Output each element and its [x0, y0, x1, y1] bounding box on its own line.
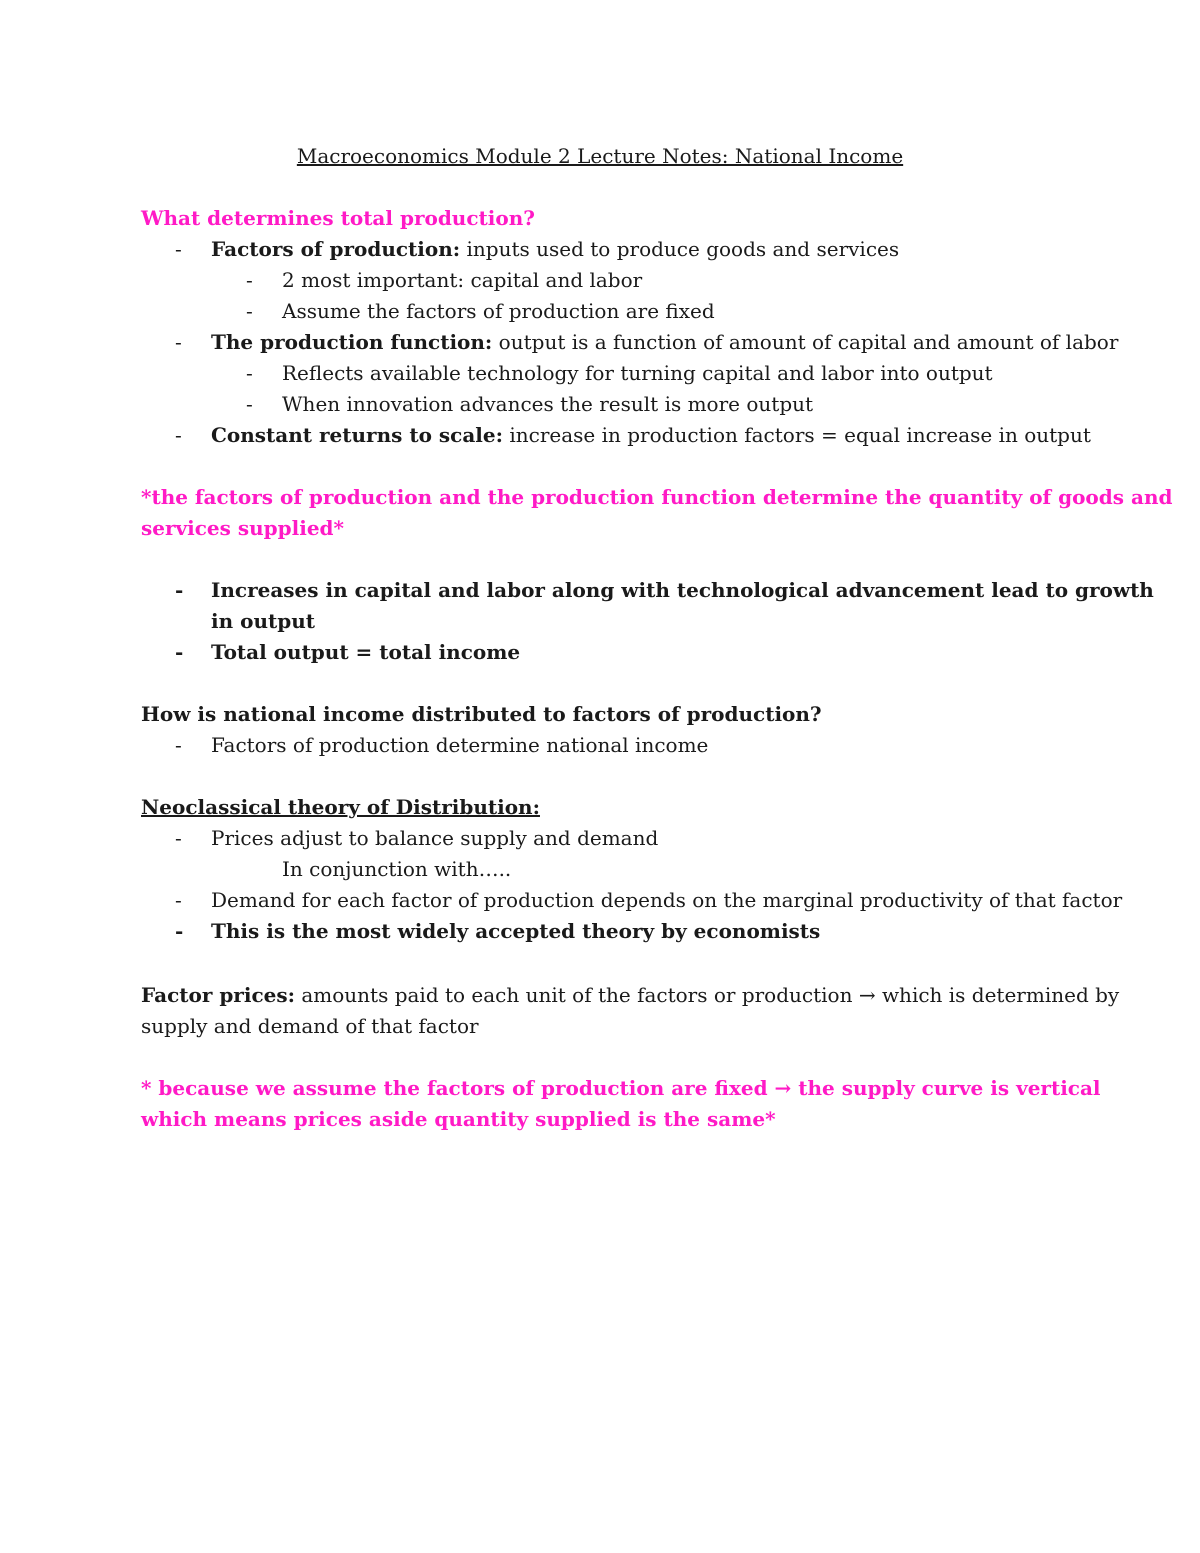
- heading-national-income: How is national income distributed to factors of production?: [141, 702, 822, 726]
- sub-bullet: [141, 358, 993, 389]
- note-line: which means prices aside quantity supplied is the same*: [141, 1107, 776, 1131]
- bullet-dash: -: [175, 640, 184, 664]
- factor-prices-continuation: supply and demand of that factor: [141, 1014, 479, 1038]
- definition: output is a function of amount of capital and amount of labor: [492, 330, 1119, 354]
- bullet-dash: -: [246, 299, 253, 323]
- bullet-dash: -: [175, 733, 182, 757]
- bullet-text: Prices adjust to balance supply and demand: [211, 826, 659, 850]
- sub-bullet: [141, 265, 642, 296]
- page-title: Macroeconomics Module 2 Lecture Notes: National Income: [296, 144, 904, 168]
- bullet-dash: -: [246, 361, 253, 385]
- factor-prices-definition: [141, 980, 1119, 1011]
- bullet-growth: [141, 575, 1154, 606]
- term: Factor prices:: [141, 983, 295, 1007]
- bullet-text: in output: [211, 609, 315, 633]
- sub-bullet: [141, 296, 715, 327]
- bullet-dash: -: [175, 578, 184, 602]
- sub-bullet-text: When innovation advances the result is more output: [282, 392, 814, 416]
- bullet-production-function: [141, 327, 1118, 358]
- bullet: [141, 916, 820, 947]
- bullet-text: In conjunction with…..: [282, 857, 512, 881]
- bullet-text: Demand for each factor of production depends on the marginal productivity of that factor: [211, 888, 1123, 912]
- bullet-dash: -: [175, 826, 182, 850]
- term: Factors of production:: [211, 237, 461, 261]
- bullet-total-output: [141, 637, 520, 668]
- bullet-dash: -: [175, 919, 184, 943]
- bullet-dash: -: [246, 268, 253, 292]
- bullet-dash: -: [175, 330, 182, 354]
- bullet-dash: -: [175, 888, 182, 912]
- term: Constant returns to scale:: [211, 423, 503, 447]
- note-line: services supplied*: [141, 516, 344, 540]
- bullet: [141, 885, 1122, 916]
- bullet: [141, 730, 708, 761]
- heading-neoclassical-theory: Neoclassical theory of Distribution:: [141, 795, 540, 819]
- bullet-factors-of-production: [141, 234, 899, 265]
- term: The production function:: [211, 330, 493, 354]
- bullet-continuation: [141, 854, 511, 885]
- note-line: *the factors of production and the production function determine the quantity of goods and: [141, 485, 1173, 509]
- note-line: * because we assume the factors of production are fixed → the supply curve is vertical: [141, 1076, 1101, 1100]
- bullet-text: Increases in capital and labor along with technological advancement lead to growth: [211, 578, 1154, 602]
- bullet-text: Total output = total income: [211, 640, 521, 664]
- sub-bullet-text: Reflects available technology for turning capital and labor into output: [282, 361, 993, 385]
- bullet-continuation: [141, 606, 315, 637]
- bullet-dash: -: [175, 423, 182, 447]
- bullet-dash: -: [246, 392, 253, 416]
- sub-bullet-text: 2 most important: capital and labor: [282, 268, 643, 292]
- definition: amounts paid to each unit of the factors or production → which is determined by: [294, 983, 1120, 1007]
- definition: inputs used to produce goods and services: [460, 237, 900, 261]
- heading-total-production: What determines total production?: [141, 206, 535, 230]
- definition: increase in production factors = equal increase in output: [502, 423, 1091, 447]
- bullet: [141, 823, 658, 854]
- bullet-text: This is the most widely accepted theory by economists: [211, 919, 821, 943]
- bullet-dash: -: [175, 237, 182, 261]
- sub-bullet: [141, 389, 813, 420]
- sub-bullet-text: Assume the factors of production are fixed: [282, 299, 715, 323]
- bullet-constant-returns: [141, 420, 1091, 451]
- bullet-text: Factors of production determine national income: [211, 733, 709, 757]
